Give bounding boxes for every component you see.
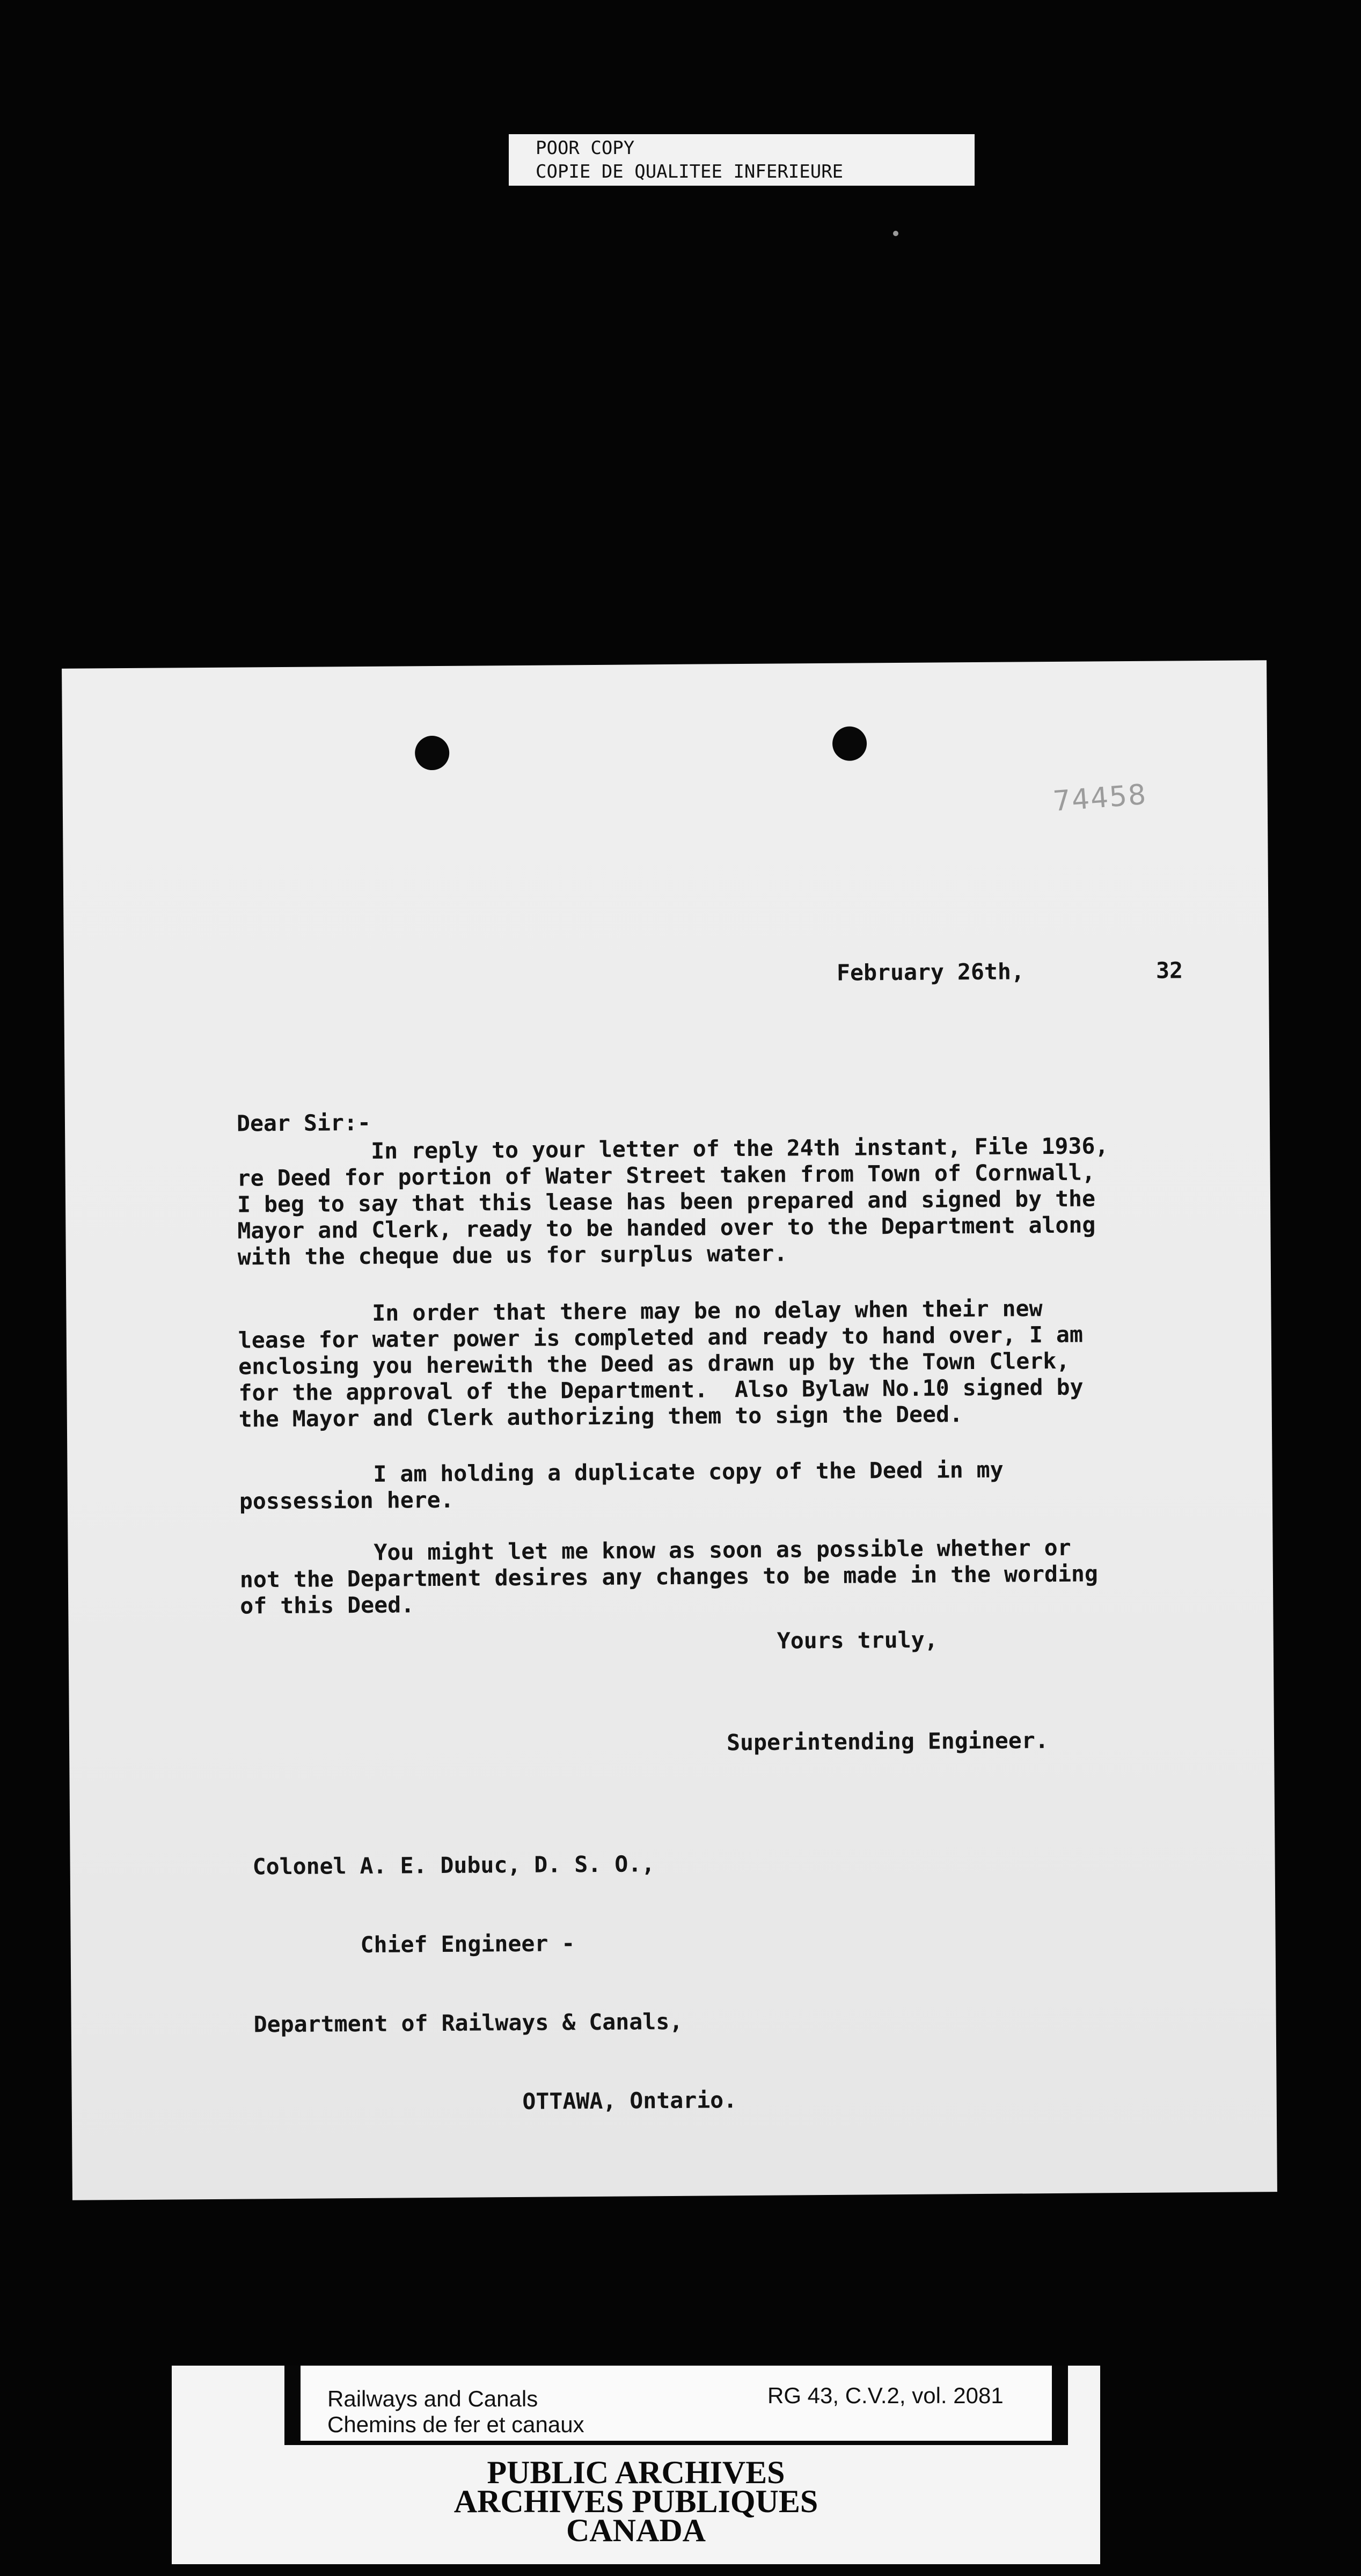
closing: Yours truly, [777, 1626, 938, 1654]
archives-name-fr: ARCHIVES PUBLIQUES [453, 2484, 818, 2519]
salutation: Dear Sir:- [236, 1109, 371, 1137]
poor-copy-stamp [509, 134, 975, 186]
letter-date: February 26th, [836, 958, 1025, 986]
signature-title: Superintending Engineer. [726, 1727, 1049, 1756]
archives-name-en: PUBLIC ARCHIVES [487, 2455, 785, 2490]
recipient-line: Colonel A. E. Dubuc, D. S. O., [252, 1850, 655, 1880]
archives-title [172, 2455, 1100, 2548]
letter-page [62, 660, 1277, 2200]
recipient-line: Chief Engineer - [253, 1930, 575, 1959]
poor-copy-label-fr: COPIE DE QUALITEE INFERIEURE [536, 161, 844, 182]
punch-hole-left [415, 736, 449, 770]
recipient-address [252, 1797, 737, 2169]
poor-copy-label-en: POOR COPY [536, 137, 635, 159]
archives-country: CANADA [566, 2513, 706, 2548]
paragraph-3: I am holding a duplicate copy of the Deed in my possession here. [239, 1456, 1004, 1514]
punch-hole-right [832, 726, 867, 760]
fonds-name-en: Railways and Canals [327, 2386, 538, 2411]
paragraph-1: In reply to your letter of the 24th instant, File 1936, re Deed for portion of Water Street taken from Town of Cornwall, I beg to say that this lease has been prepared and signed by the Mayor and Clerk, ready to be handed over to the Department along with the cheque due us for surplus water. [237, 1132, 1109, 1270]
paragraph-4: You might let me know as soon as possible whether or not the Department desires any changes to be made in the wording of this Deed. [239, 1534, 1099, 1619]
file-number-stamp: 74458 [1051, 778, 1148, 818]
fonds-name-fr: Chemins de fer et canaux [327, 2412, 584, 2437]
recipient-line: Department of Railways & Canals, [253, 2008, 683, 2038]
letter-year: 32 [1155, 957, 1183, 984]
scan-speck [893, 231, 898, 236]
recipient-line: OTTAWA, Ontario. [254, 2087, 737, 2117]
paragraph-2: In order that there may be no delay when their new lease for water power is completed and ready to hand over, I am enclosing you herewith the Deed as drawn up by the Town Clerk, for the approval of the Department. Also Bylaw No.10 signed by the Mayor and Clerk authorizing them to sign the Deed. [238, 1295, 1084, 1432]
fonds-label [301, 2366, 1052, 2441]
archive-reference: RG 43, C.V.2, vol. 2081 [767, 2383, 1004, 2408]
